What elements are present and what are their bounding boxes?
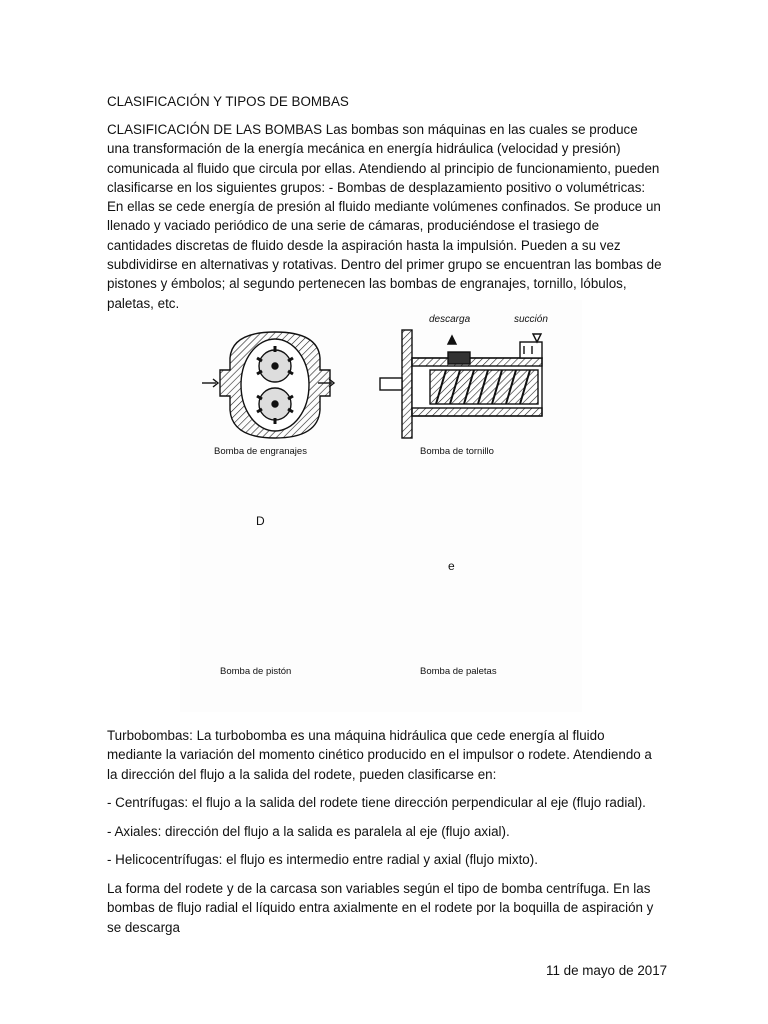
label-diameter: D <box>256 514 265 528</box>
caption-screw-pump: Bomba de tornillo <box>420 446 494 457</box>
list-item-mixed: - Helicocentrífugas: el flujo es intermedio entre radial y axial (flujo mixto). <box>107 852 538 867</box>
caption-gear-pump: Bomba de engranajes <box>214 446 307 457</box>
paragraph-turbopumps: Turbobombas: La turbobomba es una máquina hidráulica que cede energía al fluido mediante la variación del momento cinético producido en el impulsor o rodete. Atendiendo a la dirección del flujo a la salida del rodete, pueden clasificarse en: <box>107 728 652 782</box>
label-suction: succión <box>514 314 548 325</box>
page-date: 11 de mayo de 2017 <box>546 963 668 978</box>
document-heading: CLASIFICACIÓN Y TIPOS DE BOMBAS <box>107 94 349 109</box>
caption-piston-pump: Bomba de pistón <box>220 666 292 677</box>
pump-types-figure <box>180 300 582 712</box>
gear-pump-drawing <box>202 332 334 438</box>
caption-vane-pump: Bomba de paletas <box>420 666 497 677</box>
list-item-axial: - Axiales: dirección del flujo a la salida es paralela al eje (flujo axial). <box>107 824 510 839</box>
label-discharge: descarga <box>429 314 471 325</box>
pump-diagrams <box>180 300 582 712</box>
label-eccentricity: e <box>448 559 455 573</box>
screw-pump-drawing <box>380 330 542 438</box>
paragraph-classification: CLASIFICACIÓN DE LAS BOMBAS Las bombas son máquinas en las cuales se produce una transformación de la energía mecánica en energía hidráulica (velocidad y presión) comunicada al fluido que circula por ellas. Atendiendo al principio de funcionamiento, pueden clasificarse en los siguientes grupos: - Bombas de desplazamiento positivo o volumétricas: En ellas se cede energía de presión al fluido mediante volúmenes confinados. Se produce un llenado y vaciado periódico de una serie de cámaras, produciéndose el trasiego de cantidades discretas de fluido desde la aspiración hasta la impulsión. Pueden a su vez subdividirse en alternativas y rotativas. Dentro del primer grupo se encuentran las bombas de pistones y émbolos; al segundo pertenecen las bombas de engranajes, tornillo, lóbulos, paletas, etc. <box>107 122 662 311</box>
paragraph-impeller: La forma del rodete y de la carcasa son variables según el tipo de bomba centrífuga. En las bombas de flujo radial el líquido entra axialmente en el rodete por la boquilla de aspiración y se descarga <box>107 881 654 935</box>
list-item-centrifugal: - Centrífugas: el flujo a la salida del rodete tiene dirección perpendicular al eje (flujo radial). <box>107 795 646 810</box>
